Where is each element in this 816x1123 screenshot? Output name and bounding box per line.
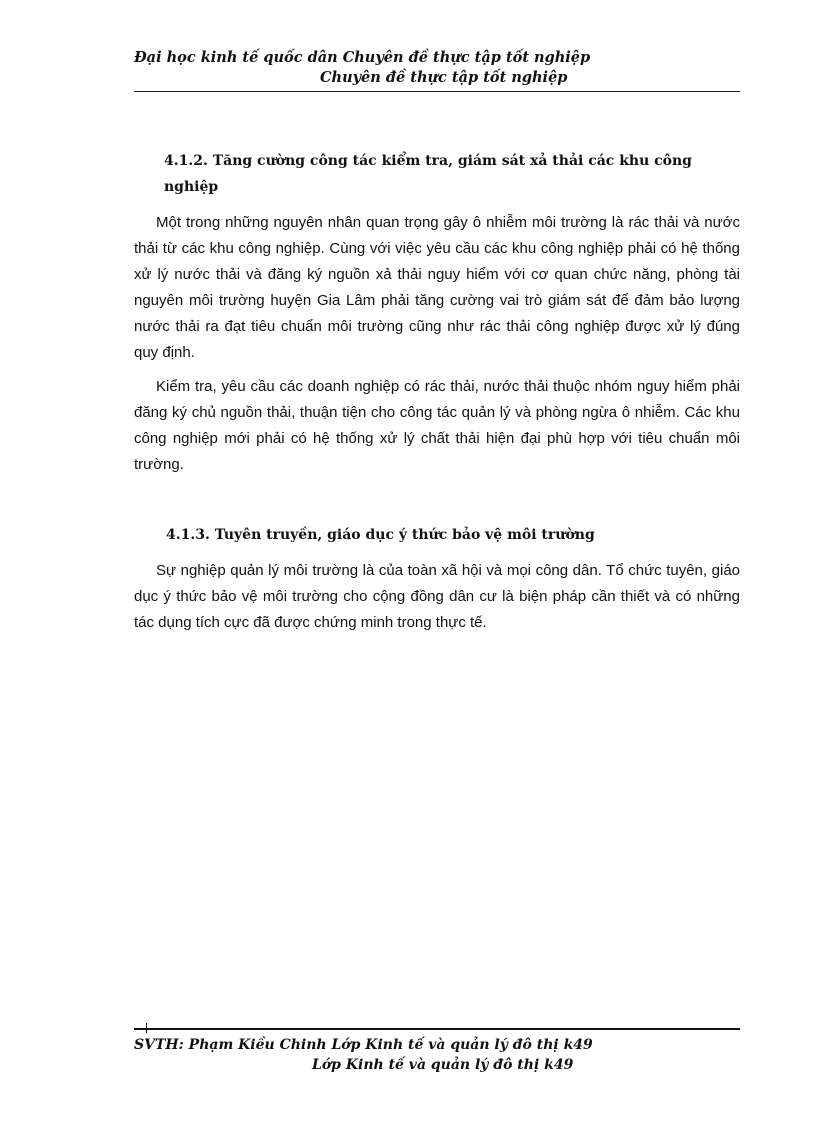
section-4-1-2: [134, 148, 740, 478]
section-heading: 4.1.3. Tuyên truyền, giáo dục ý thức bảo vệ môi trường: [166, 527, 595, 543]
footer-divider: [134, 1028, 740, 1030]
section-heading: 4.1.2. Tăng cường công tác kiểm tra, giám sát xả thải các khu công nghiệp: [164, 153, 692, 195]
page-header: [134, 48, 740, 88]
document-body: [134, 148, 740, 636]
footer-line-2: Lớp Kinh tế và quản lý đô thị k49: [312, 1057, 574, 1073]
paragraph: Sự nghiệp quản lý môi trường là của toàn xã hội và mọi công dân. Tổ chức tuyên, giáo dục ý thức bảo vệ môi trường cho cộng đồng dân cư là biện pháp cần thiết và có những tác dụng tích cực đã được chứng minh trong thực tế.: [134, 562, 740, 631]
header-line-1: Đại học kinh tế quốc dân Chuyên đề thực tập tốt nghiệp: [134, 49, 591, 66]
header-divider: [134, 91, 740, 92]
footer-line-1: SVTH: Phạm Kiều Chinh Lớp Kinh tế và quản lý đô thị k49: [134, 1037, 593, 1053]
section-4-1-3: [134, 522, 740, 636]
header-line-2: Chuyên đề thực tập tốt nghiệp: [320, 69, 568, 86]
page-footer: [134, 1035, 740, 1075]
paragraph: Một trong những nguyên nhân quan trọng gây ô nhiễm môi trường là rác thải và nước thải từ các khu công nghiệp. Cùng với việc yêu cầu các khu công nghiệp phải có hệ thống xử lý nước thải và đăng ký nguồn xả thải nguy hiểm với cơ quan chức năng, phòng tài nguyên môi trường huyện Gia Lâm phải tăng cường vai trò giám sát để đảm bảo lượng nước thải ra đạt tiêu chuẩn môi trường cũng như rác thải công nghiệp được xử lý đúng quy định.: [134, 214, 740, 361]
paragraph: Kiểm tra, yêu cầu các doanh nghiệp có rác thải, nước thải thuộc nhóm nguy hiểm phải đăng ký chủ nguồn thải, thuận tiện cho công tác quản lý và phòng ngừa ô nhiễm. Các khu công nghiệp mới phải có hệ thống xử lý chất thải hiện đại phù hợp với tiêu chuẩn môi trường.: [134, 378, 740, 473]
